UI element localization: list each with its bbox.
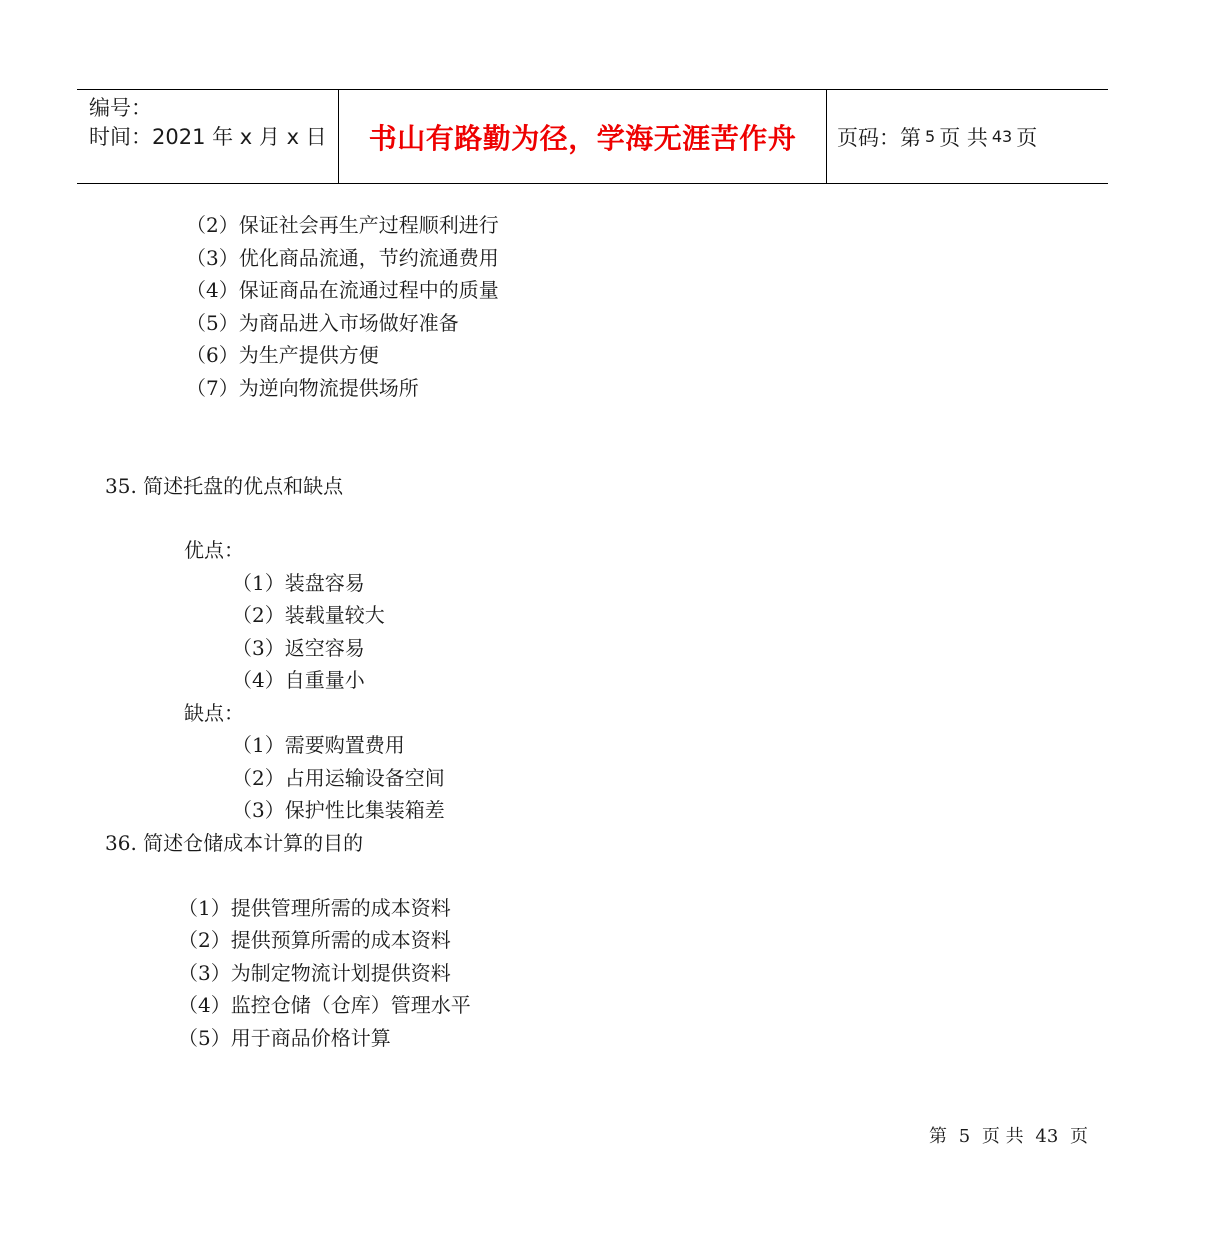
footer-suffix: 页 [1070,1126,1089,1147]
list-item: （4）保证商品在流通过程中的质量 [186,278,499,302]
list-item: （7）为逆向物流提供场所 [186,376,419,400]
question-35-title: 35. 简述托盘的优点和缺点 [105,474,344,498]
page-footer [929,1122,1094,1148]
list-item: （6）为生产提供方便 [186,343,379,367]
header-motto: 书山有路勤为径，学海无涯苦作舟 [339,90,827,183]
header-meta [77,90,339,183]
list-item: （2）占用运输设备空间 [232,766,445,790]
footer-mid: 页 共 [981,1126,1024,1147]
list-item: （3）优化商品流通，节约流通费用 [186,246,499,270]
list-item: （3）保护性比集装箱差 [232,798,445,822]
footer-total: 43 [1035,1126,1059,1147]
list-item: （3）返空容易 [232,636,365,660]
time-label: 时间：2021 年 x 月 x 日 [89,125,327,149]
list-item: （5）为商品进入市场做好准备 [186,311,459,335]
cons-label: 缺点： [184,701,244,725]
list-item: （5）用于商品价格计算 [178,1026,391,1050]
list-item: （4）自重量小 [232,668,365,692]
page-total: 43 [991,127,1013,146]
footer-current: 5 [958,1126,971,1147]
page-current: 5 [925,127,936,146]
page-mid: 页 共 [939,125,988,150]
number-label: 编号： [89,96,152,120]
pros-label: 优点： [184,538,244,562]
list-item: （1）装盘容易 [232,571,365,595]
list-item: （2）保证社会再生产过程顺利进行 [186,213,499,237]
page-prefix: 页码：第 [837,125,921,150]
list-item: （3）为制定物流计划提供资料 [178,961,451,985]
list-item: （1）需要购置费用 [232,733,405,757]
question-36-title: 36. 简述仓储成本计算的目的 [105,831,364,855]
list-item: （1）提供管理所需的成本资料 [178,896,451,920]
header-page-info [827,90,1108,183]
footer-prefix: 第 [929,1126,947,1147]
list-item: （4）监控仓储（仓库）管理水平 [178,993,471,1017]
page-suffix: 页 [1016,125,1038,150]
list-item: （2）提供预算所需的成本资料 [178,928,451,952]
document-header [77,89,1108,184]
list-item: （2）装载量较大 [232,603,385,627]
